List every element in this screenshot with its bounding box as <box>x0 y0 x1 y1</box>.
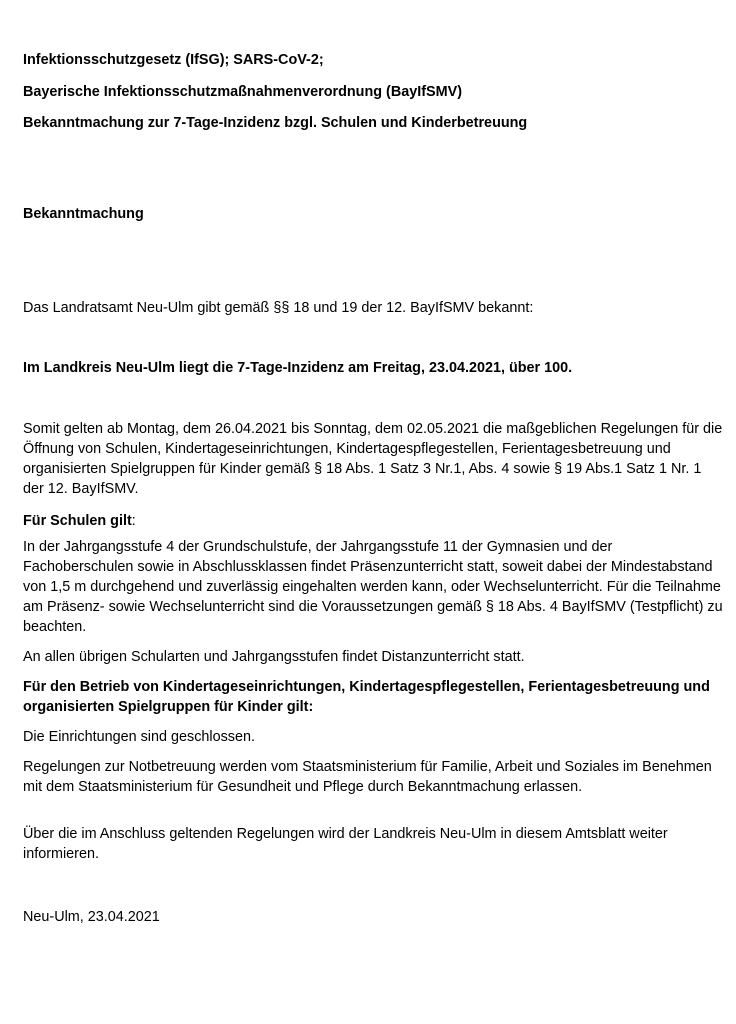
schools-heading <box>23 511 723 531</box>
childcare-heading: Für den Betrieb von Kindertageseinrichtungen, Kindertagespflegestellen, Ferientagesbetreuung und organisierten Spielgruppen für Kinder gilt: <box>23 679 710 715</box>
place-date-signature: Neu-Ulm, 23.04.2021 <box>23 909 160 925</box>
schools-heading-colon: : <box>131 513 136 529</box>
childcare-closed-paragraph: Die Einrichtungen sind geschlossen. <box>23 729 255 745</box>
header-law-reference: Infektionsschutzgesetz (IfSG); SARS-CoV-2; <box>23 52 324 68</box>
schools-distance-paragraph: An allen übrigen Schularten und Jahrgangsstufen findet Distanzunterricht statt. <box>23 649 525 665</box>
emergency-care-paragraph: Regelungen zur Notbetreuung werden vom Staatsministerium für Familie, Arbeit und Soziales im Benehmen mit dem Staatsministerium für Gesundheit und Pflege durch Bekanntmachung erlassen. <box>23 759 712 795</box>
validity-paragraph: Somit gelten ab Montag, dem 26.04.2021 bis Sonntag, dem 02.05.2021 die maßgeblichen Regelungen für die Öffnung von Schulen, Kindertageseinrichtungen, Kindertagespflegestellen, Ferientagesbetreuung und organisierten Spielgruppen für Kinder gemäß § 18 Abs. 1 Satz 3 Nr.1, Abs. 4 sowie § 19 Abs.1 Satz 1 Nr. 1 der 12. BayIfSMV. <box>23 421 723 497</box>
incidence-headline: Im Landkreis Neu-Ulm liegt die 7-Tage-Inzidenz am Freitag, 23.04.2021, über 100. <box>23 360 573 376</box>
header-subject: Bekanntmachung zur 7-Tage-Inzidenz bzgl. Schulen und Kinderbetreuung <box>23 115 528 131</box>
section-title: Bekanntmachung <box>23 206 144 222</box>
intro-paragraph: Das Landratsamt Neu-Ulm gibt gemäß §§ 18 und 19 der 12. BayIfSMV bekannt: <box>23 300 534 316</box>
header-regulation: Bayerische Infektionsschutzmaßnahmenverordnung (BayIfSMV) <box>23 84 463 100</box>
schools-heading-text: Für Schulen gilt <box>23 513 132 529</box>
schools-rule-paragraph: In der Jahrgangsstufe 4 der Grundschulstufe, der Jahrgangsstufe 11 der Gymnasien und der Fachoberschulen sowie in Abschlussklassen findet Präsenzunterricht statt, soweit dabei der Mindestabstand von 1,5 m durchgehend und zuverlässig eingehalten werden kann, oder Wechselunterricht. Für die Teilnahme am Präsenz- sowie Wechselunterricht sind die Voraussetzungen gemäß § 18 Abs. 4 BayIfSMV (Testpflicht) zu beachten. <box>23 539 723 635</box>
closing-paragraph: Über die im Anschluss geltenden Regelungen wird der Landkreis Neu-Ulm in diesem Amtsblatt weiter informieren. <box>23 826 668 862</box>
